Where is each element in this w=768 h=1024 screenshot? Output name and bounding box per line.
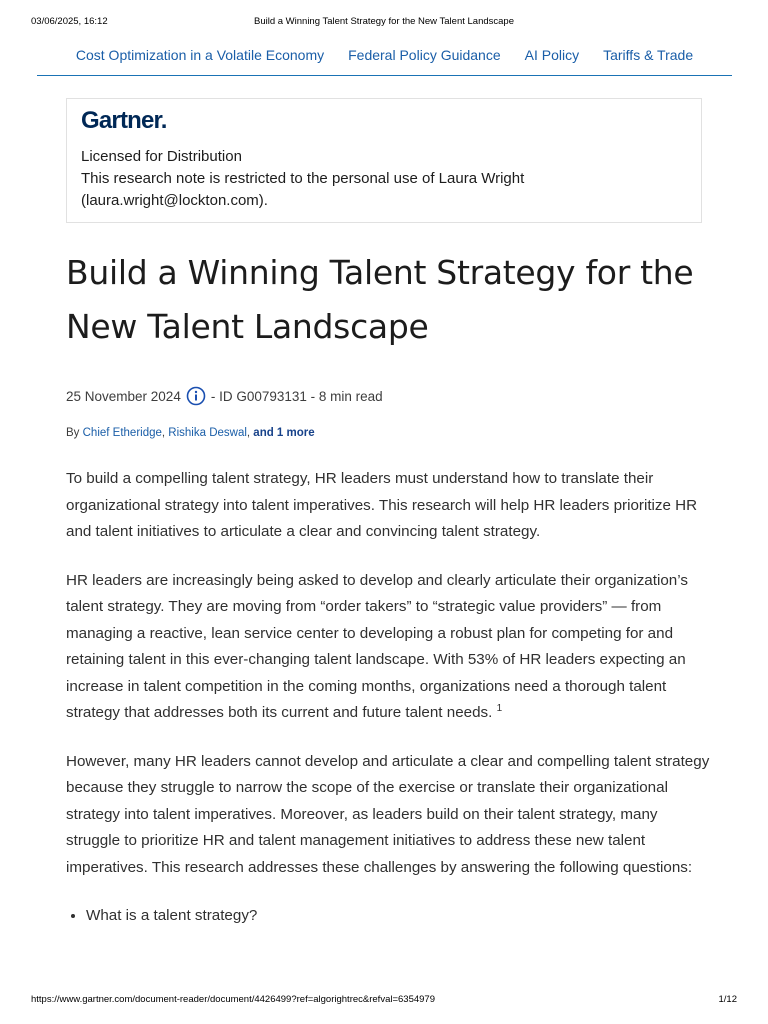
paragraph [66, 568, 710, 727]
more-authors-link[interactable]: and 1 more [253, 427, 315, 439]
paragraph-text: HR leaders are increasingly being asked to develop and clearly articulate their organization’s talent strategy. They are moving from “order takers” to “strategic value providers” — from managing a reactive, lean service center to developing a robust plan for competing for and retaining talent in this ever-changing talent landscape. With 53% of HR leaders expecting an increase in talent competition in the coming months, organizations need a thorough talent strategy that addresses both its current and future talent needs. [66, 571, 688, 721]
article-title: Build a Winning Talent Strategy for the New Talent Landscape [66, 253, 694, 346]
print-header [31, 16, 737, 30]
print-timestamp: 03/06/2025, 16:12 [31, 16, 108, 27]
license-text [81, 146, 687, 212]
license-box [66, 98, 702, 223]
paragraph: To build a compelling talent strategy, HR leaders must understand how to translate their organizational strategy into talent imperatives. This research will help HR leaders prioritize HR and talent initiatives to articulate a clear and convincing talent strategy. [66, 470, 698, 540]
nav-cost-optimization[interactable]: Cost Optimization in a Volatile Economy [75, 47, 325, 63]
doc-id-readtime: - ID G00793131 - 8 min read [210, 388, 383, 404]
nav-tariffs-trade[interactable]: Tariffs & Trade [603, 47, 694, 63]
article-meta [66, 386, 383, 406]
article-body [66, 466, 710, 930]
question-list [66, 903, 710, 930]
list-item: • What is a talent strategy? [86, 903, 710, 930]
author-link[interactable]: Chief Etheridge [82, 427, 162, 439]
gartner-logo: Gartner. [81, 107, 167, 134]
license-line-1: Licensed for Distribution [81, 148, 242, 165]
print-footer [31, 994, 737, 1008]
publish-date: 25 November 2024 [66, 388, 181, 404]
paragraph: However, many HR leaders cannot develop and articulate a clear and compelling talent strategy because they struggle to narrow the scope of the exercise or translate their organizational strategy into talent imperatives. Moreover, as leaders build on their talent strategy, many struggle to prioritize HR and talent management initiatives to address these new talent imperatives. This research addresses these challenges by answering the following questions: [66, 752, 710, 876]
page-number: 1/12 [718, 994, 737, 1005]
by-label: By [66, 427, 80, 439]
nav-ai-policy[interactable]: AI Policy [524, 47, 580, 63]
print-doc-title: Build a Winning Talent Strategy for the New Talent Landscape [253, 16, 514, 27]
license-line-3: (laura.wright@lockton.com). [81, 192, 268, 209]
byline: By Chief Etheridge, Rishika Deswal, and 1 more [66, 427, 315, 439]
footnote-ref[interactable]: 1 [496, 703, 503, 714]
license-line-2: This research note is restricted to the personal use of Laura Wright [81, 170, 525, 187]
print-url: https://www.gartner.com/document-reader/document/4426499?ref=algorightrec&refval=6354979 [31, 994, 435, 1005]
author-link[interactable]: Rishika Deswal [168, 427, 247, 439]
nav-federal-policy[interactable]: Federal Policy Guidance [348, 47, 501, 63]
topic-nav [37, 44, 732, 76]
info-icon[interactable] [186, 386, 206, 406]
